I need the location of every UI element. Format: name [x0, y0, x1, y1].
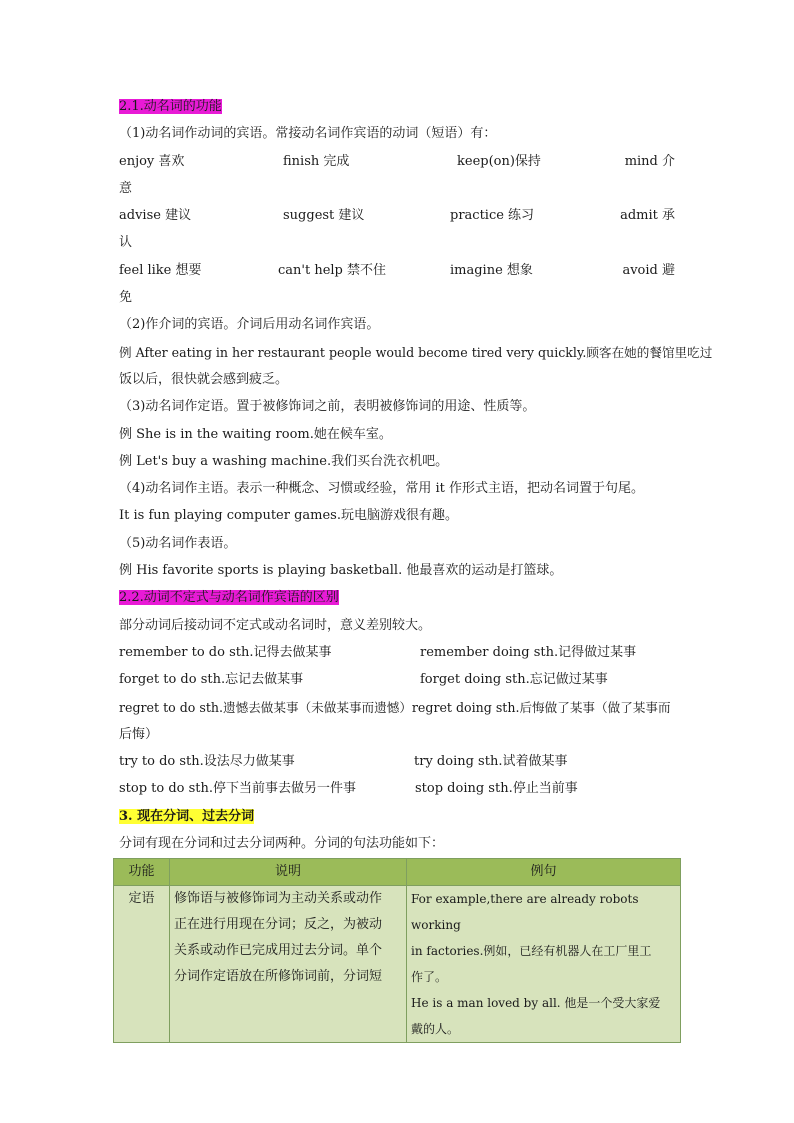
verb-item: can't help 禁不住	[278, 262, 387, 278]
example-line: For example,there are already robots working	[411, 892, 639, 932]
verb-pair-gerund: stop doing sth.停止当前事	[415, 781, 578, 797]
verb-pair-infinitive: forget to do sth.忘记去做某事	[119, 672, 304, 688]
verb-item: practice 练习	[450, 208, 535, 224]
verb-item: feel like 想要	[119, 262, 202, 278]
table-cell-description	[170, 886, 407, 1043]
section-2-2	[119, 584, 675, 611]
paragraph: （1)动名词作动词的宾语。常接动名词作宾语的动词（短语）有：	[119, 126, 497, 142]
example-sentence: 例 His favorite sports is playing basketball. 他最喜欢的运动是打篮球。	[119, 563, 563, 579]
document-body	[119, 93, 713, 857]
verb-item: enjoy 喜欢	[119, 153, 185, 169]
verb-wrap: 免	[119, 290, 133, 306]
verb-pair-row	[119, 748, 675, 775]
table-header-cell: 功能	[114, 859, 170, 886]
verb-pair-infinitive: stop to do sth.停下当前事去做另一件事	[119, 781, 357, 797]
paragraph: 分词有现在分词和过去分词两种。分词的句法功能如下：	[119, 836, 445, 852]
table-cell-function: 定语	[114, 886, 170, 1043]
participle-function-table	[113, 858, 681, 1043]
description-line: 修饰语与被修饰词为主动关系或动作	[174, 891, 383, 906]
table-header-cell: 说明	[170, 859, 407, 886]
verb-wrap: 意	[119, 180, 133, 196]
verb-pair-regret: regret to do sth.遗憾去做某事（未做某事而遗憾）regret doing sth.后悔做了某事（做了某事而	[119, 699, 671, 715]
verb-item: keep(on)保持	[457, 153, 541, 169]
verb-row	[119, 148, 675, 175]
example-line: He is a man loved by all. 他是一个受大家爱	[411, 996, 661, 1010]
example-sentence: 例 Let's buy a washing machine.我们买台洗衣机吧。	[119, 453, 449, 469]
paragraph: （4)动名词作主语。表示一种概念、习惯或经验，常用 it 作形式主语，把动名词置于句尾。	[119, 481, 644, 497]
paragraph: （3)动名词作定语。置于被修饰词之前，表明被修饰词的用途、性质等。	[119, 399, 536, 415]
verb-row	[119, 257, 675, 284]
description-line: 关系或动作已完成用过去分词。单个	[174, 943, 383, 958]
verb-pair-gerund: forget doing sth.忘记做过某事	[420, 672, 608, 688]
example-sentence: 饭以后，很快就会感到疲乏。	[119, 371, 289, 387]
section-heading-2-1: 2.1.动名词的功能	[119, 99, 222, 114]
table-cell-examples	[407, 886, 681, 1043]
section-2-1	[119, 93, 675, 120]
verb-item: admit 承	[620, 208, 675, 224]
example-line: 作了。	[411, 970, 448, 984]
verb-pair-gerund: remember doing sth.记得做过某事	[420, 644, 637, 660]
verb-pair-row	[119, 666, 675, 693]
table-row	[114, 886, 681, 1043]
verb-item: mind 介	[624, 153, 675, 169]
example-line: 戴的人。	[411, 1022, 460, 1036]
verb-item: advise 建议	[119, 208, 192, 224]
section-heading-2-2: 2.2.动词不定式与动名词作宾语的区别	[119, 590, 339, 606]
verb-wrap: 认	[119, 235, 133, 251]
verb-pair-regret-wrap: 后悔）	[119, 726, 159, 742]
description-line: 分词作定语放在所修饰词前，分词短	[174, 969, 383, 984]
paragraph: （5)动名词作表语。	[119, 535, 237, 551]
example-sentence: It is fun playing computer games.玩电脑游戏很有趣。	[119, 508, 458, 524]
example-line: in factories.例如，已经有机器人在工厂里工	[411, 944, 652, 958]
paragraph: （2)作介词的宾语。介词后用动名词作宾语。	[119, 317, 380, 333]
description-line: 正在进行用现在分词；反之，为被动	[174, 917, 383, 932]
verb-item: avoid 避	[622, 262, 675, 278]
verb-pair-row	[119, 775, 675, 802]
verb-pair-infinitive: try to do sth.设法尽力做某事	[119, 754, 295, 770]
verb-item: finish 完成	[283, 153, 350, 169]
verb-item: imagine 想象	[450, 262, 533, 278]
example-sentence: 例 She is in the waiting room.她在候车室。	[119, 426, 392, 442]
verb-pair-infinitive: remember to do sth.记得去做某事	[119, 644, 332, 660]
example-sentence: 例 After eating in her restaurant people would become tired very quickly.顾客在她的餐馆里吃过	[119, 344, 713, 360]
paragraph: 部分动词后接动词不定式或动名词时，意义差别较大。	[119, 617, 432, 633]
verb-row	[119, 202, 675, 229]
verb-pair-row	[119, 639, 675, 666]
table-header-cell: 例句	[407, 859, 681, 886]
table-header-row	[114, 859, 681, 886]
section-heading-3: 3. 现在分词、过去分词	[119, 808, 255, 824]
verb-pair-gerund: try doing sth.试着做某事	[414, 754, 568, 770]
section-3	[119, 803, 675, 830]
verb-item: suggest 建议	[283, 208, 365, 224]
